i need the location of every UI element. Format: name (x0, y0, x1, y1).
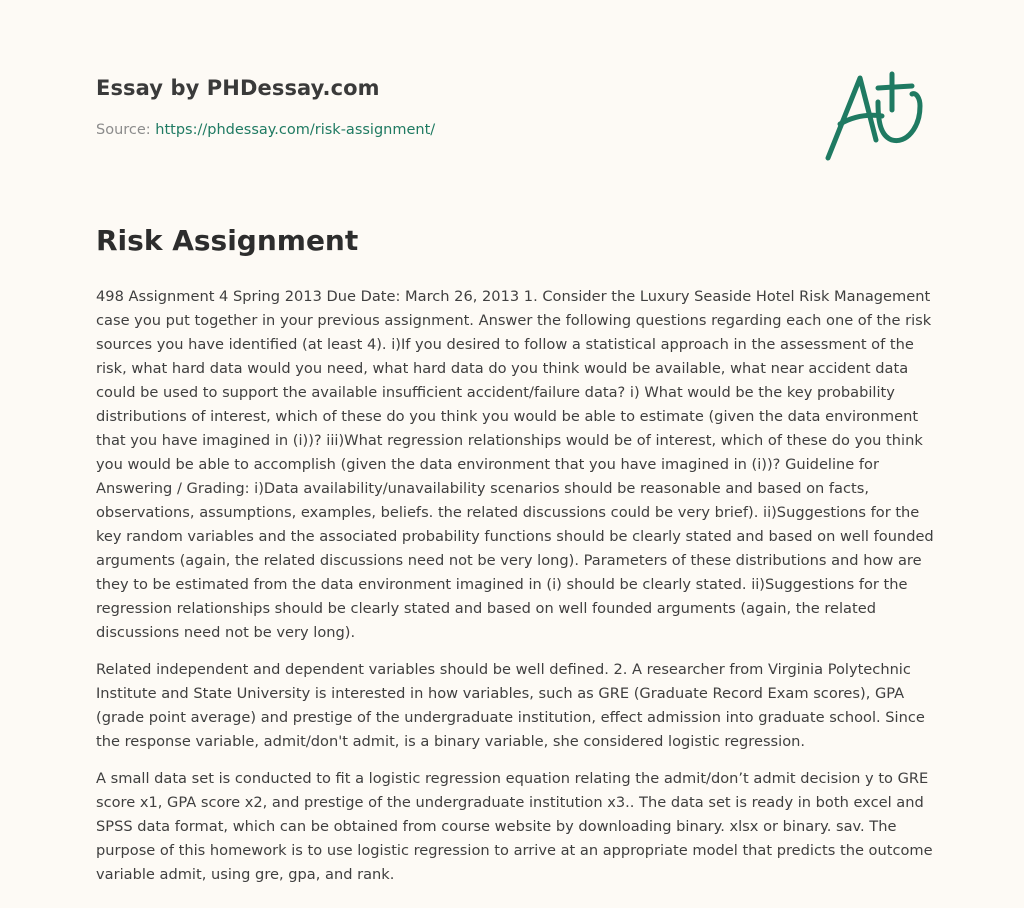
source-label: Source: (96, 122, 156, 138)
article-body (96, 285, 934, 900)
article-paragraph: A small data set is conducted to fit a logistic regression equation relating the admit/don’t admit decision y to GRE score x1, GPA score x2, and prestige of the undergraduate institution x3.. The data set is ready in both excel and SPSS data format, which can be obtained from course website by downloading binary. xlsx or binary. sav. The purpose of this homework is to use logistic regression to arrive at an appropriate model that predicts the outcome variable admit, using gre, gpa, and rank. (96, 770, 933, 883)
a-plus-logo-icon (820, 64, 930, 168)
article-paragraph: 498 Assignment 4 Spring 2013 Due Date: March 26, 2013 1. Consider the Luxury Seaside Hotel Risk Management case you put together in your previous assignment. Answer the following questions regarding each one of the risk sources you have identified (at least 4). i)If you desired to follow a statistical approach in the assessment of the risk, what hard data would you need, what hard data do you think would be available, what near accident data could be used to support the available insufficient accident/failure data? i) What would be the key probability distributions of interest, which of these do you think you would be able to estimate (given the data environment that you have imagined in (i))? iii)What regression relationships would be of interest, which of these do you think you would be able to accomplish (given the data environment that you have imagined in (i))? Guideline for Answering / Grading: i)Data availability/unavailability scenarios should be reasonable and based on facts, observations, assumptions, examples, beliefs. the related discussions could be very brief). ii)Suggestions for the key random variables and the associated probability functions should be clearly stated and based on well founded arguments (again, the related discussions need not be very long). Parameters of these distributions and how are they to be estimated from the data environment imagined in (i) should be clearly stated. ii)Suggestions for the regression relationships should be clearly stated and based on well founded arguments (again, the related discussions need not be very long). (96, 288, 934, 641)
article-title: Risk Assignment (96, 224, 359, 257)
source-link[interactable]: https://phdessay.com/risk-assignment/ (155, 122, 436, 138)
site-brand: Essay by PHDessay.com (96, 76, 380, 100)
article-paragraph: Related independent and dependent variables should be well defined. 2. A researcher from Virginia Polytechnic Institute and State University is interested in how variables, such as GRE (Graduate Record Exam scores), GPA (grade point average) and prestige of the undergraduate institution, effect admission into graduate school. Since the response variable, admit/don't admit, is a binary variable, she considered logistic regression. (96, 661, 925, 750)
page-header (96, 76, 796, 138)
source-line (96, 122, 796, 138)
